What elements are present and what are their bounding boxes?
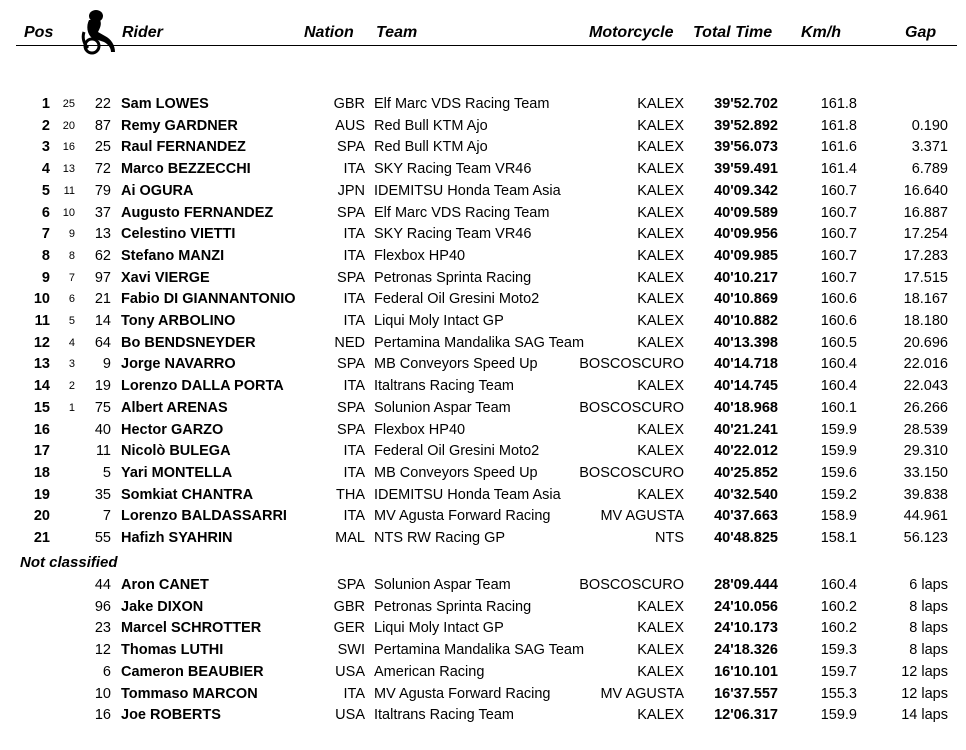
speed-kmh: 160.2 <box>820 620 857 637</box>
motorcycle: KALEX <box>637 117 684 134</box>
table-row <box>0 398 966 419</box>
team: MB Conveyors Speed Up <box>374 464 538 481</box>
rider-name: Jorge NAVARRO <box>121 356 236 373</box>
motorcycle: KALEX <box>637 139 684 156</box>
nation: ITA <box>343 508 365 525</box>
nation: GBR <box>333 598 365 615</box>
rider-number: 6 <box>102 663 111 680</box>
nation: SPA <box>337 577 365 593</box>
total-time: 40'21.241 <box>714 421 778 438</box>
rider-name: Fabio DI GIANNANTONIO <box>121 291 296 308</box>
speed-kmh: 160.6 <box>820 291 857 308</box>
team: SKY Racing Team VR46 <box>374 161 532 178</box>
nation: ITA <box>343 443 365 460</box>
position: 17 <box>33 443 50 460</box>
motorcycle: BOSCOSCURO <box>579 577 684 593</box>
gap: 8 laps <box>909 598 948 615</box>
motorcycle: KALEX <box>637 642 684 659</box>
table-row <box>0 203 966 224</box>
speed-kmh: 160.7 <box>820 226 857 243</box>
rider-name: Celestino VIETTI <box>121 226 236 243</box>
gap: 39.838 <box>903 486 948 503</box>
rider-number: 7 <box>102 508 111 525</box>
total-time: 39'52.702 <box>714 96 778 112</box>
header-pos: Pos <box>24 24 54 41</box>
motorcycle: KALEX <box>637 620 684 637</box>
motorcycle: KALEX <box>637 96 684 112</box>
team: Petronas Sprinta Racing <box>374 598 532 615</box>
nation: AUS <box>335 117 365 134</box>
position: 9 <box>41 269 50 286</box>
motorcycle: KALEX <box>637 226 684 243</box>
rider-name: Lorenzo DALLA PORTA <box>121 378 284 395</box>
rider-name: Raul FERNANDEZ <box>121 139 246 156</box>
motorcycle: NTS <box>655 530 684 546</box>
rider-number: 35 <box>94 486 111 503</box>
table-row <box>0 311 966 332</box>
position: 18 <box>33 464 50 481</box>
position: 19 <box>33 486 50 503</box>
rider-number: 5 <box>102 464 111 481</box>
table-row <box>0 528 966 549</box>
speed-kmh: 160.7 <box>820 204 857 221</box>
rider-name: Hector GARZO <box>121 421 224 438</box>
nation: SPA <box>337 399 365 416</box>
motorcycle-rider-icon <box>78 8 118 56</box>
position: 1 <box>41 96 50 112</box>
gap: 33.150 <box>903 464 948 481</box>
motorcycle: KALEX <box>637 291 684 308</box>
header-motorcycle: Motorcycle <box>589 24 674 41</box>
position: 13 <box>33 356 50 373</box>
total-time: 40'13.398 <box>714 334 778 351</box>
rider-name: Marcel SCHROTTER <box>121 620 262 637</box>
team: Pertamina Mandalika SAG Team <box>374 334 585 351</box>
gap: 3.371 <box>911 139 948 156</box>
motorcycle: KALEX <box>637 443 684 460</box>
total-time: 40'09.342 <box>714 182 778 199</box>
gap: 29.310 <box>903 443 948 460</box>
motorcycle: KALEX <box>637 269 684 286</box>
team: NTS RW Racing GP <box>374 530 506 546</box>
nation: ITA <box>343 313 365 329</box>
nation: ITA <box>343 378 365 395</box>
nation: SPA <box>337 269 365 286</box>
nation: ITA <box>343 464 365 481</box>
rider-name: Yari MONTELLA <box>121 464 233 481</box>
position: 16 <box>33 421 50 438</box>
rider-name: Nicolò BULEGA <box>121 443 231 460</box>
position: 5 <box>41 182 50 199</box>
motorcycle: KALEX <box>637 486 684 503</box>
team: MV Agusta Forward Racing <box>374 685 551 702</box>
team: Italtrans Racing Team <box>374 378 514 395</box>
rider-number: 14 <box>94 313 111 329</box>
table-row <box>0 662 966 683</box>
points: 20 <box>62 119 75 132</box>
points: 8 <box>68 249 75 262</box>
points: 1 <box>68 401 75 414</box>
total-time: 40'09.956 <box>714 226 778 243</box>
table-row <box>0 485 966 506</box>
rider-number: 23 <box>94 620 111 637</box>
gap: 16.887 <box>903 204 948 221</box>
rider-name: Tony ARBOLINO <box>121 313 236 329</box>
nation: SPA <box>337 421 365 438</box>
team: Liqui Moly Intact GP <box>374 620 504 637</box>
position: 2 <box>41 117 50 134</box>
speed-kmh: 160.5 <box>820 334 857 351</box>
nation: MAL <box>335 530 365 546</box>
motorcycle: KALEX <box>637 378 684 395</box>
rider-number: 62 <box>94 247 111 264</box>
speed-kmh: 159.9 <box>820 443 857 460</box>
team: Flexbox HP40 <box>374 421 466 438</box>
rider-name: Hafizh SYAHRIN <box>121 530 233 546</box>
rider-number: 21 <box>94 291 111 308</box>
motorcycle: MV AGUSTA <box>600 508 684 525</box>
position: 4 <box>41 161 50 178</box>
rider-number: 72 <box>94 161 111 178</box>
nation: ITA <box>343 161 365 178</box>
speed-kmh: 159.7 <box>820 663 857 680</box>
table-row <box>0 137 966 158</box>
rider-name: Sam LOWES <box>121 96 209 112</box>
team: SKY Racing Team VR46 <box>374 226 532 243</box>
table-row <box>0 289 966 310</box>
gap: 17.283 <box>903 247 948 264</box>
team: Federal Oil Gresini Moto2 <box>374 443 540 460</box>
rider-number: 9 <box>102 356 111 373</box>
nation: ITA <box>343 291 365 308</box>
rider-number: 55 <box>94 530 111 546</box>
rider-number: 22 <box>94 96 111 112</box>
nation: SPA <box>337 139 365 156</box>
speed-kmh: 160.4 <box>820 356 857 373</box>
table-row <box>0 705 966 726</box>
total-time: 40'32.540 <box>714 486 778 503</box>
gap: 22.016 <box>903 356 948 373</box>
table-row <box>0 159 966 180</box>
rider-number: 13 <box>94 226 111 243</box>
gap: 22.043 <box>903 378 948 395</box>
nation: NED <box>334 334 365 351</box>
team: MV Agusta Forward Racing <box>374 508 551 525</box>
total-time: 40'22.012 <box>714 443 778 460</box>
rider-number: 97 <box>94 269 111 286</box>
rider-number: 64 <box>94 334 111 351</box>
points: 10 <box>62 206 75 219</box>
gap: 17.254 <box>903 226 948 243</box>
rider-name: Thomas LUTHI <box>121 642 224 659</box>
header-team: Team <box>376 24 418 41</box>
rider-name: Aron CANET <box>121 577 209 593</box>
gap: 18.180 <box>903 313 948 329</box>
total-time: 40'09.985 <box>714 247 778 264</box>
total-time: 40'14.745 <box>714 378 778 395</box>
team: MB Conveyors Speed Up <box>374 356 538 373</box>
motorcycle: BOSCOSCURO <box>579 356 684 373</box>
speed-kmh: 159.6 <box>820 464 857 481</box>
rider-number: 87 <box>94 117 111 134</box>
speed-kmh: 161.8 <box>820 96 857 112</box>
rider-number: 11 <box>95 443 111 460</box>
gap: 12 laps <box>901 685 948 702</box>
total-time: 24'18.326 <box>714 642 778 659</box>
position: 20 <box>33 508 50 525</box>
points: 16 <box>62 141 75 154</box>
rider-number: 79 <box>94 182 111 199</box>
team: IDEMITSU Honda Team Asia <box>374 486 561 503</box>
nation: SPA <box>337 204 365 221</box>
speed-kmh: 160.4 <box>820 378 857 395</box>
table-row <box>0 246 966 267</box>
gap: 16.640 <box>903 182 948 199</box>
speed-kmh: 160.7 <box>820 269 857 286</box>
team: American Racing <box>374 663 485 680</box>
rider-number: 40 <box>94 421 111 438</box>
speed-kmh: 161.8 <box>820 117 857 134</box>
speed-kmh: 161.6 <box>820 139 857 156</box>
table-row <box>0 116 966 137</box>
points: 25 <box>62 98 75 110</box>
total-time: 40'48.825 <box>714 530 778 546</box>
table-row <box>0 575 966 596</box>
table-row <box>0 506 966 527</box>
motorcycle: BOSCOSCURO <box>579 464 684 481</box>
table-row <box>0 463 966 484</box>
position: 6 <box>41 204 50 221</box>
table-row <box>0 618 966 639</box>
position: 3 <box>41 139 50 156</box>
nation: ITA <box>343 247 365 264</box>
rider-name: Stefano MANZI <box>121 247 225 264</box>
points: 7 <box>68 271 75 284</box>
team: Petronas Sprinta Racing <box>374 269 532 286</box>
gap: 0.190 <box>911 117 948 134</box>
team: Elf Marc VDS Racing Team <box>374 204 550 221</box>
position: 15 <box>33 399 50 416</box>
total-time: 16'37.557 <box>714 685 778 702</box>
nation: JPN <box>337 182 365 199</box>
rider-name: Albert ARENAS <box>121 399 228 416</box>
nation: USA <box>335 663 365 680</box>
rider-number: 37 <box>94 204 111 221</box>
position: 10 <box>33 291 50 308</box>
rider-name: Lorenzo BALDASSARRI <box>121 508 287 525</box>
speed-kmh: 160.1 <box>820 399 857 416</box>
rider-number: 10 <box>94 685 111 702</box>
rider-number: 75 <box>94 399 111 416</box>
team: Italtrans Racing Team <box>374 707 514 724</box>
rider-name: Bo BENDSNEYDER <box>121 334 256 351</box>
speed-kmh: 160.7 <box>820 247 857 264</box>
speed-kmh: 160.4 <box>820 577 857 593</box>
table-row <box>0 333 966 354</box>
total-time: 39'52.892 <box>714 117 778 134</box>
position: 21 <box>33 530 50 546</box>
team: IDEMITSU Honda Team Asia <box>374 182 561 199</box>
gap: 17.515 <box>903 269 948 286</box>
gap: 26.266 <box>903 399 948 416</box>
header-rider: Rider <box>122 24 163 41</box>
rider-name: Augusto FERNANDEZ <box>121 204 274 221</box>
team: Solunion Aspar Team <box>374 399 511 416</box>
nation: USA <box>335 707 365 724</box>
points: 5 <box>68 315 75 327</box>
total-time: 28'09.444 <box>714 577 778 593</box>
nation: ITA <box>343 226 365 243</box>
speed-kmh: 155.3 <box>820 685 857 702</box>
team: Red Bull KTM Ajo <box>374 117 488 134</box>
table-row <box>0 181 966 202</box>
motorcycle: KALEX <box>637 598 684 615</box>
motorcycle: KALEX <box>637 161 684 178</box>
total-time: 39'59.491 <box>714 161 778 178</box>
motorcycle: KALEX <box>637 663 684 680</box>
position: 8 <box>41 247 50 264</box>
rider-name: Cameron BEAUBIER <box>121 663 264 680</box>
motorcycle: KALEX <box>637 334 684 351</box>
rider-name: Somkiat CHANTRA <box>121 486 254 503</box>
speed-kmh: 161.4 <box>820 161 857 178</box>
rider-number: 16 <box>94 707 111 724</box>
speed-kmh: 158.1 <box>820 530 857 546</box>
team: Liqui Moly Intact GP <box>374 313 504 329</box>
speed-kmh: 159.3 <box>820 642 857 659</box>
total-time: 12'06.317 <box>714 707 778 724</box>
header-gap: Gap <box>905 24 937 41</box>
rider-number: 19 <box>94 378 111 395</box>
rider-name: Ai OGURA <box>121 182 194 199</box>
table-row <box>0 268 966 289</box>
motorcycle: KALEX <box>637 204 684 221</box>
gap: 18.167 <box>903 291 948 308</box>
rider-name: Remy GARDNER <box>121 117 238 134</box>
total-time: 40'14.718 <box>714 356 778 373</box>
motorcycle: KALEX <box>637 421 684 438</box>
motorcycle: BOSCOSCURO <box>579 399 684 416</box>
not-classified-heading: Not classified <box>20 554 118 571</box>
total-time: 40'25.852 <box>714 464 778 481</box>
gap: 56.123 <box>903 530 948 546</box>
gap: 8 laps <box>909 620 948 637</box>
nation: SPA <box>337 356 365 373</box>
table-row <box>0 597 966 618</box>
header-nation: Nation <box>304 24 354 41</box>
points: 2 <box>68 380 75 393</box>
rider-name: Joe ROBERTS <box>121 707 221 724</box>
nation: ITA <box>343 685 365 702</box>
gap: 6.789 <box>911 161 948 178</box>
nation: THA <box>336 486 365 503</box>
speed-kmh: 159.2 <box>820 486 857 503</box>
total-time: 40'10.882 <box>714 313 778 329</box>
speed-kmh: 159.9 <box>820 707 857 724</box>
table-row <box>0 354 966 375</box>
table-row <box>0 94 966 115</box>
position: 11 <box>34 313 50 329</box>
motorcycle: KALEX <box>637 707 684 724</box>
nation: SWI <box>337 642 365 659</box>
rider-name: Xavi VIERGE <box>121 269 210 286</box>
rider-name: Jake DIXON <box>121 598 204 615</box>
position: 7 <box>41 226 50 243</box>
speed-kmh: 160.7 <box>820 182 857 199</box>
points: 11 <box>63 184 75 197</box>
team: Pertamina Mandalika SAG Team <box>374 642 585 659</box>
motorcycle: KALEX <box>637 182 684 199</box>
rider-number: 96 <box>94 598 111 615</box>
gap: 12 laps <box>901 663 948 680</box>
nation: GER <box>333 620 365 637</box>
total-time: 40'09.589 <box>714 204 778 221</box>
total-time: 24'10.173 <box>714 620 778 637</box>
points: 3 <box>68 358 75 371</box>
gap: 8 laps <box>909 642 948 659</box>
points: 9 <box>68 228 75 241</box>
points: 6 <box>68 293 75 306</box>
gap: 14 laps <box>901 707 948 724</box>
total-time: 40'10.217 <box>714 269 778 286</box>
total-time: 16'10.101 <box>714 663 778 680</box>
table-row <box>0 441 966 462</box>
points: 4 <box>68 336 75 349</box>
position: 12 <box>33 334 50 351</box>
total-time: 24'10.056 <box>714 598 778 615</box>
team: Solunion Aspar Team <box>374 577 511 593</box>
total-time: 40'18.968 <box>714 399 778 416</box>
header-kmh: Km/h <box>801 24 841 41</box>
total-time: 40'10.869 <box>714 291 778 308</box>
rider-number: 12 <box>94 642 111 659</box>
header-total-time: Total Time <box>693 24 773 41</box>
table-row <box>0 684 966 705</box>
team: Red Bull KTM Ajo <box>374 139 488 156</box>
gap: 20.696 <box>903 334 948 351</box>
team: Flexbox HP40 <box>374 247 466 264</box>
rider-name: Tommaso MARCON <box>121 685 258 702</box>
points: 13 <box>62 163 75 176</box>
header-divider <box>16 45 957 46</box>
position: 14 <box>33 378 50 395</box>
total-time: 40'37.663 <box>714 508 778 525</box>
speed-kmh: 160.2 <box>820 598 857 615</box>
speed-kmh: 160.6 <box>820 313 857 329</box>
rider-name: Marco BEZZECCHI <box>121 161 251 178</box>
team: Elf Marc VDS Racing Team <box>374 96 550 112</box>
team: Federal Oil Gresini Moto2 <box>374 291 540 308</box>
table-row <box>0 420 966 441</box>
table-row <box>0 224 966 245</box>
gap: 6 laps <box>909 577 948 593</box>
motorcycle: MV AGUSTA <box>600 685 684 702</box>
gap: 44.961 <box>903 508 948 525</box>
table-row <box>0 376 966 397</box>
gap: 28.539 <box>903 421 948 438</box>
motorcycle: KALEX <box>637 247 684 264</box>
speed-kmh: 159.9 <box>820 421 857 438</box>
rider-number: 25 <box>94 139 111 156</box>
rider-number: 44 <box>94 577 111 593</box>
table-row <box>0 640 966 661</box>
nation: GBR <box>333 96 365 112</box>
speed-kmh: 158.9 <box>820 508 857 525</box>
motorcycle: KALEX <box>637 313 684 329</box>
total-time: 39'56.073 <box>714 139 778 156</box>
